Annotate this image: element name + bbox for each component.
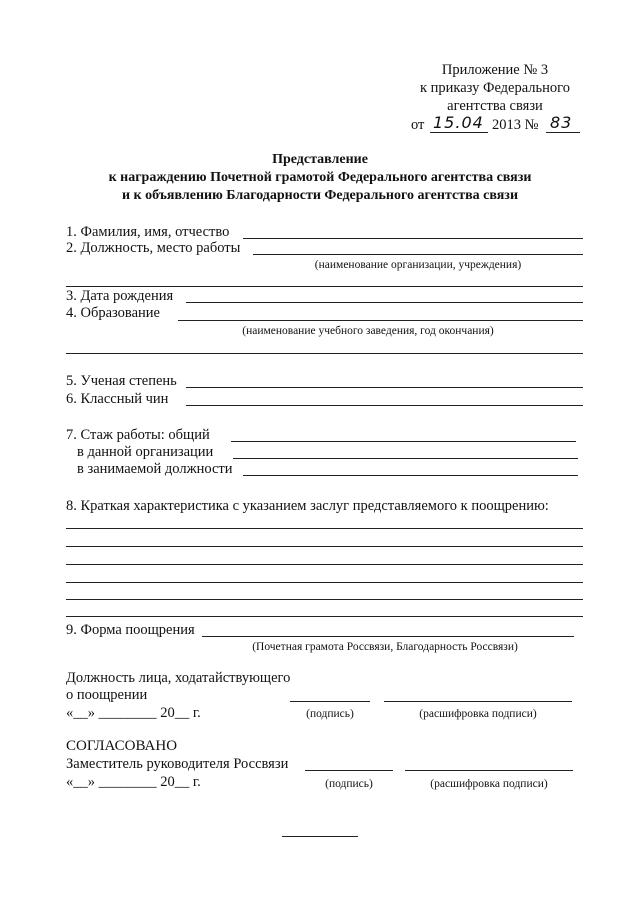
- petitioner-date-line[interactable]: «__» ________ 20__ г.: [66, 705, 201, 721]
- award-form-hint: (Почетная грамота Россвязи, Благодарность Россвязи): [252, 641, 518, 653]
- class-rank-field-line[interactable]: [186, 405, 583, 406]
- petitioner-signature-line[interactable]: [290, 701, 370, 702]
- title-line-1: Представление: [272, 152, 368, 167]
- characteristic-line[interactable]: [66, 546, 583, 547]
- experience-total-field-line[interactable]: [231, 441, 576, 442]
- label-education: 4. Образование: [66, 305, 160, 321]
- fio-field-line[interactable]: [243, 238, 583, 239]
- characteristic-line[interactable]: [66, 616, 583, 617]
- label-degree: 5. Ученая степень: [66, 373, 177, 389]
- petitioner-signature-hint: (подпись): [306, 708, 354, 720]
- label-characteristic: 8. Краткая характеристика с указанием заслуг представляемого к поощрению:: [66, 498, 549, 514]
- approval-heading: СОГЛАСОВАНО: [66, 738, 178, 754]
- appendix-date-prefix: от: [411, 117, 425, 133]
- degree-field-line[interactable]: [186, 387, 583, 388]
- label-experience-org: в данной организации: [77, 444, 214, 460]
- position-field-line-2[interactable]: [66, 286, 583, 287]
- education-hint: (наименование учебного заведения, год окончания): [242, 325, 494, 337]
- characteristic-line[interactable]: [66, 528, 583, 529]
- handwritten-date: 15.04: [433, 113, 484, 132]
- experience-org-field-line[interactable]: [233, 458, 578, 459]
- number-underline: [546, 132, 580, 133]
- appendix-number: Приложение № 3: [441, 62, 549, 78]
- appendix-year-number: 2013 №: [492, 117, 539, 133]
- petitioner-title-2: о поощрении: [66, 687, 148, 703]
- characteristic-line[interactable]: [66, 564, 583, 565]
- petitioner-decoding-line[interactable]: [384, 701, 572, 702]
- approval-signature-line[interactable]: [305, 770, 393, 771]
- position-field-line[interactable]: [253, 254, 583, 255]
- approval-decoding-line[interactable]: [405, 770, 573, 771]
- footer-divider: [282, 836, 358, 837]
- approval-signature-hint: (подпись): [325, 778, 373, 790]
- experience-position-field-line[interactable]: [243, 475, 578, 476]
- handwritten-number: 83: [550, 113, 573, 132]
- characteristic-line[interactable]: [66, 582, 583, 583]
- title-line-3: и к объявлению Благодарности Федерального агентства связи: [121, 188, 519, 203]
- birth-date-field-line[interactable]: [186, 302, 583, 303]
- appendix-agency: агентства связи: [447, 98, 543, 114]
- position-hint: (наименование организации, учреждения): [314, 259, 522, 271]
- label-position: 2. Должность, место работы: [66, 240, 241, 256]
- label-experience-position: в занимаемой должности: [77, 461, 233, 477]
- petitioner-decoding-hint: (расшифровка подписи): [419, 708, 537, 720]
- award-form-field-line[interactable]: [202, 636, 574, 637]
- appendix-order-ref: к приказу Федерального: [419, 80, 571, 96]
- label-fio: 1. Фамилия, имя, отчество: [66, 224, 230, 240]
- label-award-form: 9. Форма поощрения: [66, 622, 195, 638]
- education-field-line[interactable]: [178, 320, 583, 321]
- approval-date-line[interactable]: «__» ________ 20__ г.: [66, 774, 201, 790]
- approval-deputy: Заместитель руководителя Россвязи: [66, 756, 289, 772]
- label-experience-total: 7. Стаж работы: общий: [66, 427, 210, 443]
- label-birth-date: 3. Дата рождения: [66, 288, 174, 304]
- approval-decoding-hint: (расшифровка подписи): [430, 778, 548, 790]
- petitioner-title: Должность лица, ходатайствующего: [66, 670, 291, 686]
- label-class-rank: 6. Классный чин: [66, 391, 169, 407]
- characteristic-line[interactable]: [66, 599, 583, 600]
- date-underline: [430, 132, 488, 133]
- education-field-line-2[interactable]: [66, 353, 583, 354]
- title-line-2: к награждению Почетной грамотой Федерального агентства связи: [108, 170, 532, 185]
